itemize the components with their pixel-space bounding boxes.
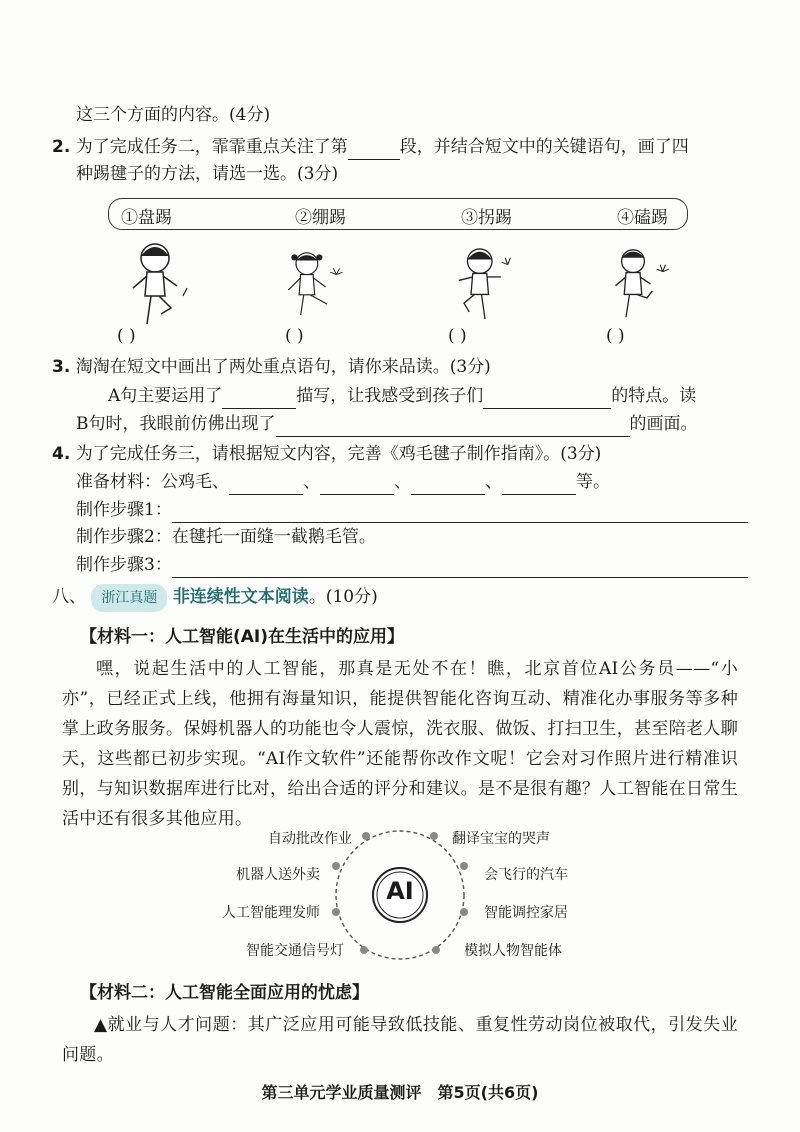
materials-line: 准备材料：公鸡毛、 、 、 、 等。 bbox=[76, 469, 610, 495]
material-blank-4[interactable] bbox=[502, 474, 576, 495]
barber-icon bbox=[332, 908, 340, 916]
avatar-icon bbox=[432, 946, 440, 954]
material-1-paragraph: 嘿，说起生活中的人工智能，那真是无处不在！瞧，北京首位AI公务员——“小亦”，已经正式上线，他拥有海量知识，能提供智能化咨询互动、精准化办事服务等多种掌上政务服务。保姆机器人的功能也令人震惊，洗衣服、做饭、打扫卫生，甚至陪老人聊天，这些都已初步实现。“AI作文软件”还能帮你改作文呢！它会对习作照片进行精准识别，与知识数据库进行比对，给出合适的评分和建议。是不是很有趣？人工智能在日常生活中还有很多其他应用。 bbox=[62, 659, 738, 829]
home-icon bbox=[460, 908, 468, 916]
question-3-line-b: B句时，我眼前仿佛出现了 的画面。 bbox=[76, 411, 698, 437]
app-ai-barber: 人工智能理发师 bbox=[222, 905, 320, 921]
pencil-icon bbox=[362, 832, 370, 840]
section-8-header: 八、 浙江真题 非连续性文本阅读。(10分) bbox=[52, 584, 378, 612]
question-2-line2: 种踢毽子的方法，请选一选。(3分) bbox=[76, 164, 339, 184]
app-smart-traffic-light: 智能交通信号灯 bbox=[246, 943, 344, 959]
kid-figure-3 bbox=[450, 236, 520, 331]
step-2: 制作步骤2：在毽托一面缝一截鹅毛管。 bbox=[76, 527, 376, 547]
option-1: ①盘踢 bbox=[121, 208, 172, 228]
answer-paren-1[interactable]: ( ) bbox=[117, 326, 136, 346]
previous-question-tail: 这三个方面的内容。(4分) bbox=[76, 105, 271, 125]
app-flying-car: 会飞行的汽车 bbox=[484, 867, 568, 883]
material-blank-1[interactable] bbox=[229, 474, 303, 495]
question-2: 2. 为了完成任务二，霏霏重点关注了第 段，并结合短文中的关键语句，画了四 bbox=[52, 134, 689, 160]
options-box bbox=[108, 198, 688, 230]
option-3: ③拐踢 bbox=[461, 208, 512, 228]
answer-paren-2[interactable]: ( ) bbox=[285, 326, 304, 346]
material-blank-2[interactable] bbox=[320, 474, 394, 495]
app-auto-grading: 自动批改作业 bbox=[268, 831, 352, 847]
baby-icon bbox=[430, 832, 438, 840]
step-1-blank[interactable] bbox=[172, 502, 748, 523]
material-1-title: 【材料一：人工智能(AI)在生活中的应用】 bbox=[80, 627, 405, 647]
section-title: 非连续性文本阅读 bbox=[172, 587, 309, 607]
question-3-line-a: A句主要运用了 描写，让我感受到孩子们 的特点。读 bbox=[108, 383, 696, 409]
section-number: 八、 bbox=[52, 587, 86, 607]
scene-blank[interactable] bbox=[276, 416, 630, 437]
material-2-paragraph: ▲就业与人才问题：其广泛应用可能导致低技能、重复性劳动岗位被取代，引发失业问题。 bbox=[62, 1015, 738, 1065]
badge-zhejiang: 浙江真题 bbox=[91, 584, 167, 612]
question-4: 4. 为了完成任务三，请根据短文内容，完善《鸡毛毽子制作指南》。(3分) bbox=[52, 444, 602, 464]
children-trait-blank[interactable] bbox=[483, 388, 611, 409]
step-3: 制作步骤3： bbox=[76, 552, 748, 578]
app-baby-cry-translate: 翻译宝宝的哭声 bbox=[452, 831, 550, 847]
app-virtual-agent: 模拟人物智能体 bbox=[464, 943, 562, 959]
question-number: 2. bbox=[52, 137, 71, 157]
question-3: 3. 淘淘在短文中画出了两处重点语句，请你来品读。(3分) bbox=[52, 357, 491, 377]
page-footer: 第三单元学业质量测评 第5页(共6页) bbox=[261, 1083, 539, 1102]
material-2-title: 【材料二：人工智能全面应用的忧虑】 bbox=[80, 983, 369, 1003]
step-1: 制作步骤1： bbox=[76, 497, 748, 523]
robot-icon bbox=[332, 862, 340, 870]
description-type-blank[interactable] bbox=[222, 388, 296, 409]
option-4: ④磕踢 bbox=[617, 208, 668, 228]
app-robot-delivery: 机器人送外卖 bbox=[236, 867, 320, 883]
kid-figure-1 bbox=[125, 236, 195, 331]
app-smart-home: 智能调控家居 bbox=[484, 905, 568, 921]
answer-paren-4[interactable]: ( ) bbox=[606, 326, 625, 346]
traffic-light-icon bbox=[360, 946, 368, 954]
option-2: ②绷踢 bbox=[295, 208, 346, 228]
paragraph-number-blank[interactable] bbox=[348, 139, 400, 160]
answer-paren-3[interactable]: ( ) bbox=[448, 326, 467, 346]
flying-car-icon bbox=[460, 862, 468, 870]
material-blank-3[interactable] bbox=[411, 474, 485, 495]
kid-figure-2 bbox=[282, 236, 352, 331]
ai-center-label: AI bbox=[386, 877, 414, 905]
kid-figure-4 bbox=[612, 236, 682, 331]
step-3-blank[interactable] bbox=[172, 557, 748, 578]
